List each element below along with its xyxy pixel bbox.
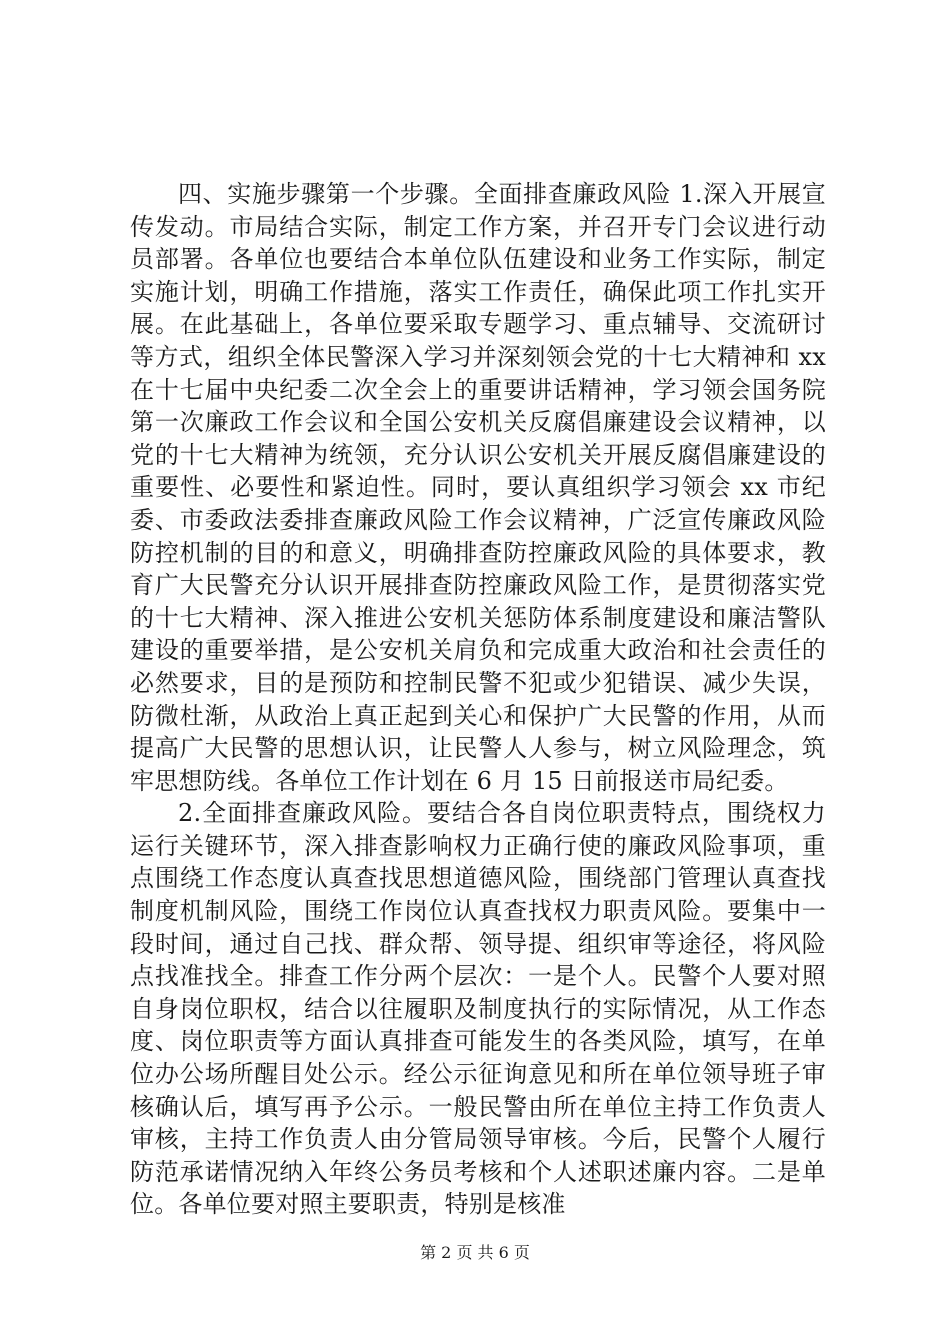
document-body (130, 178, 826, 1221)
paragraph-risk-investigation: 2.全面排查廉政风险。要结合各自岗位职责特点，围绕权力运行关键环节，深入排查影响权力正确行使的廉政风险事项，重点围绕工作态度认真查找思想道德风险，围绕部门管理认真查找制度机制风险，围绕工作岗位认真查找权力职责风险。要集中一段时间，通过自己找、群众帮、领导提、组织审等途径，将风险点找准找全。排查工作分两个层次：一是个人。民警个人要对照自身岗位职权，结合以往履职及制度执行的实际情况，从工作态度、岗位职责等方面认真排查可能发生的各类风险，填写，在单位办公场所醒目处公示。经公示征询意见和所在单位领导班子审核确认后，填写再予公示。一般民警由所在单位主持工作负责人审核，主持工作负责人由分管局领导审核。今后，民警个人履行防范承诺情况纳入年终公务员考核和个人述职述廉内容。二是单位。各单位要对照主要职责，特别是核准 (130, 799, 826, 1219)
paragraph-implementation-steps: 四、实施步骤第一个步骤。全面排查廉政风险 1.深入开展宣传发动。市局结合实际，制定工作方案，并召开专门会议进行动员部署。各单位也要结合本单位队伍建设和业务工作实际，制定实施计划，明确工作措施，落实工作责任，确保此项工作扎实开展。在此基础上，各单位要采取专题学习、重点辅导、交流研讨等方式，组织全体民警深入学习并深刻领会党的十七大精神和 xx 在十七届中央纪委二次全会上的重要讲话精神，学习领会国务院第一次廉政工作会议和全国公安机关反腐倡廉建设会议精神，以党的十七大精神为统领，充分认识公安机关开展反腐倡廉建设的重要性、必要性和紧迫性。同时，要认真组织学习领会 xx 市纪委、市委政法委排查廉政风险工作会议精神，广泛宣传廉政风险防控机制的目的和意义，明确排查防控廉政风险的具体要求，教育广大民警充分认识开展排查防控廉政风险工作，是贯彻落实党的十七大精神、深入推进公安机关惩防体系制度建设和廉洁警队建设的重要举措，是公安机关肩负和完成重大政治和社会责任的必然要求，目的是预防和控制民警不犯或少犯错误、减少失误，防微杜渐，从政治上真正起到关心和保护广大民警的作用，从而提高广大民警的思想认识，让民警人人参与，树立风险理念，筑牢思想防线。各单位工作计划在 6 月 15 日前报送市局纪委。 (130, 180, 826, 795)
page-footer: 第 2 页 共 6 页 (420, 1243, 530, 1262)
